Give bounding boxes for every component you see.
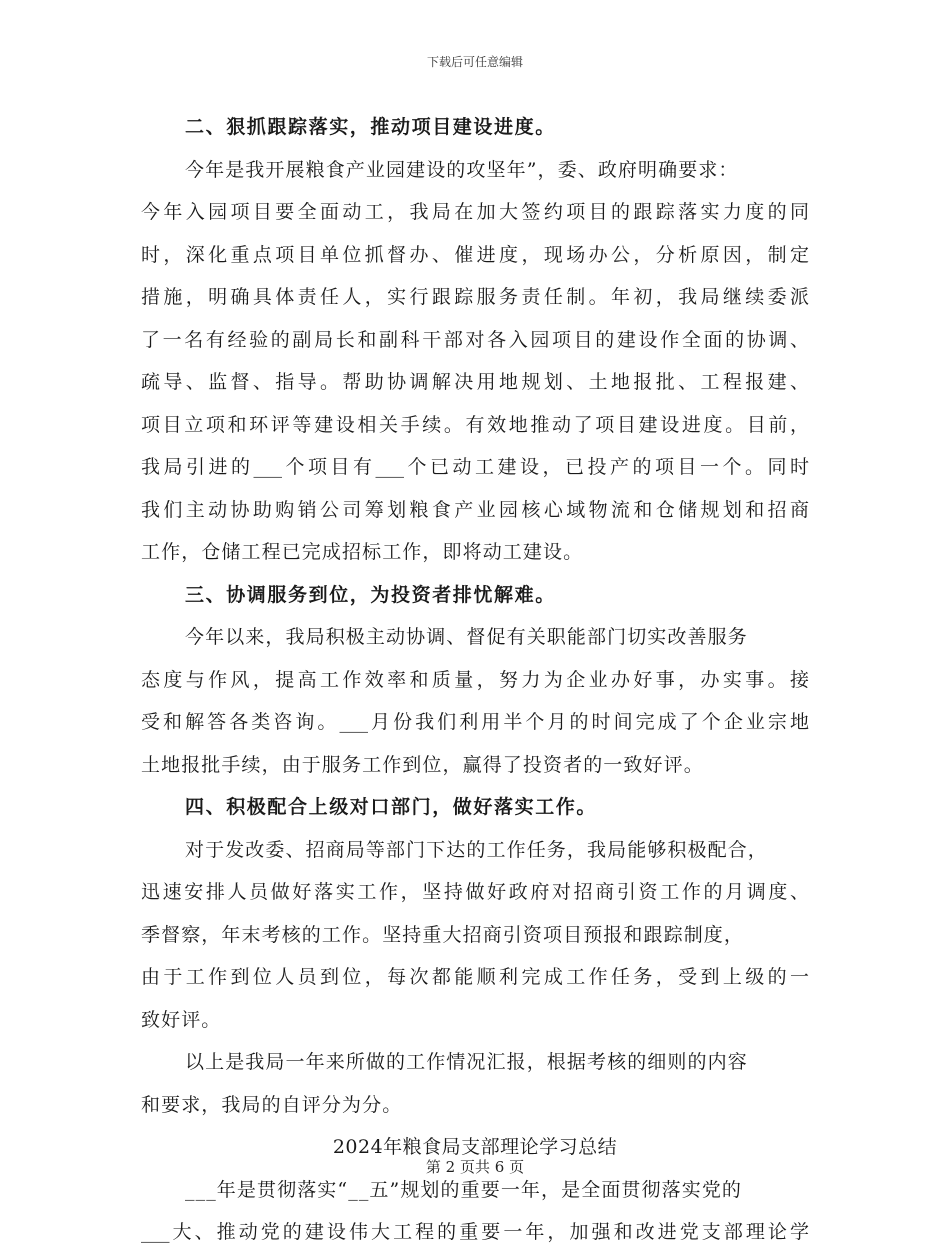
paragraph-line: ___大、推动党的建设伟大工程的重要一年，加强和改进党支部理论学 (141, 1221, 809, 1243)
paragraph-line: 由于工作到位人员到位，每次都能顺利完成工作任务，受到上级的一 (141, 966, 809, 988)
paragraph-line: 季督察，年末考核的工作。坚持重大招商引资项目预报和跟踪制度， (141, 923, 745, 946)
paragraph-line: 今年以来，我局积极主动协调、督促有关职能部门切实改善服务 (185, 626, 748, 648)
document-body (141, 106, 809, 1254)
paragraph-line: 以上是我局一年来所做的工作情况汇报，根据考核的细则的内容 (185, 1051, 748, 1073)
paragraph-line: 我们主动协助购销公司筹划粮食产业园核心域物流和仓储规划和招商 (141, 498, 809, 521)
paragraph-line: 疏导、监督、指导。帮助协调解决用地规划、土地报批、工程报建、 (141, 371, 809, 393)
section-heading-3: 三、协调服务到位，为投资者排忧解难。 (185, 583, 556, 606)
paragraph-line: ___年是贯彻落实“__五”规划的重要一年，是全面贯彻落实党的 (185, 1178, 743, 1201)
paragraph-line: 对于发改委、招商局等部门下达的工作任务，我局能够积极配合， (185, 838, 768, 861)
paragraph-line: 土地报批手续，由于服务工作到位，赢得了投资者的一致好评。 (141, 753, 704, 776)
paragraph-line: 我局引进的___个项目有___个已动工建设，已投产的项目一个。同时 (141, 456, 809, 478)
page-footer: 第 2 页共 6 页 (425, 1158, 525, 1176)
document-title: 2024年粮食局支部理论学习总结 (332, 1136, 618, 1158)
paragraph-line: 和要求，我局的自评分为分。 (141, 1093, 403, 1116)
paragraph-line: 今年入园项目要全面动工，我局在加大签约项目的跟踪落实力度的同 (141, 201, 809, 223)
page-header: 下载后可任意编辑 (426, 55, 523, 69)
paragraph-line: 致好评。 (141, 1008, 222, 1031)
paragraph-line: 工作，仓储工程已完成招标工作，即将动工建设。 (141, 541, 584, 563)
paragraph-line: 受和解答各类咨询。___月份我们利用半个月的时间完成了个企业宗地 (141, 711, 809, 733)
paragraph-line: 项目立项和环评等建设相关手续。有效地推动了项目建设进度。目前， (141, 413, 809, 436)
paragraph-line: 迅速安排人员做好落实工作，坚持做好政府对招商引资工作的月调度、 (141, 881, 809, 903)
section-heading-2: 二、狠抓跟踪落实，推动项目建设进度。 (185, 116, 556, 138)
paragraph-line: 措施，明确具体责任人，实行跟踪服务责任制。年初，我局继续委派 (141, 286, 809, 308)
paragraph-line: 今年是我开展粮食产业园建设的攻坚年”，委、政府明确要求： (185, 158, 739, 181)
paragraph-line: 时，深化重点项目单位抓督办、催进度，现场办公，分析原因，制定 (141, 243, 809, 266)
paragraph-line: 了一名有经验的副局长和副科干部对各入园项目的建设作全面的协调、 (141, 328, 809, 351)
section-heading-4: 四、积极配合上级对口部门，做好落实工作。 (185, 796, 598, 818)
paragraph-line: 态度与作风，提高工作效率和质量，努力为企业办好事，办实事。接 (141, 668, 809, 691)
